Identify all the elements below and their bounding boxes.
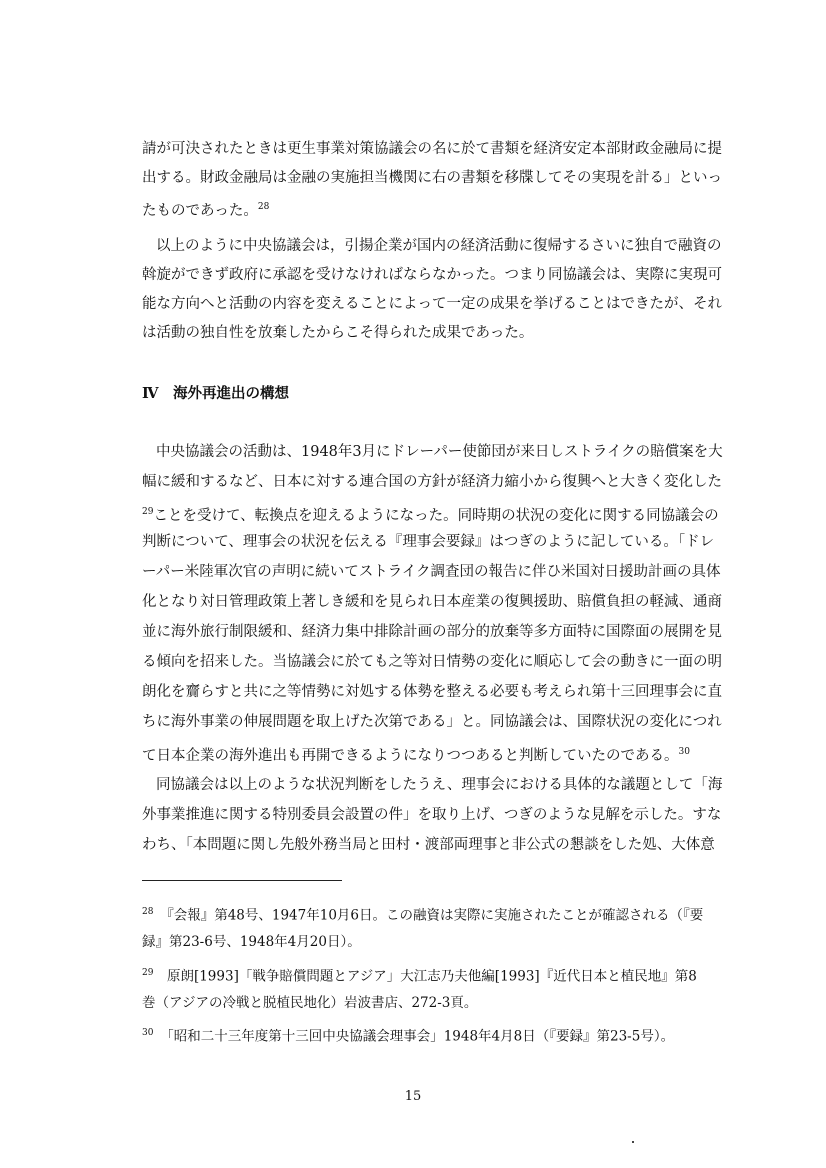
footnote	[142, 902, 732, 926]
footnote-text: 「昭和二十三年度第十三回中央協議会理事会」1948年4月8日（『要録』第23-5号）。	[166, 1028, 675, 1045]
body-line: ちに海外事業の伸展問題を取上げた次第である」と。同協議会は、国際状況の変化につれ	[142, 714, 722, 730]
body-line: 朗化を齎らすと共に之等情勢に対処する体勢を整える必要も考えられ第十三回理事会に直	[142, 684, 722, 700]
body-line: は活動の独自性を放棄したからこそ得られた成果であった。	[142, 325, 534, 341]
body-line: 中央協議会の活動は、1948年3月にドレーパー使節団が来日しストライクの賠償案を大	[156, 444, 723, 460]
body-line: 同協議会は以上のような状況判断をしたうえ、理事会における具体的な議題として「海	[156, 777, 723, 793]
footnote-divider	[142, 880, 342, 881]
footnote	[142, 963, 732, 987]
body-line: 能な方向へと活動の内容を変えることによって一定の成果を挙げることはできたが、それ	[142, 296, 722, 312]
body-line: 判断について、理事会の状況を伝える『理事会要録』はつぎのように記している。「ドレ	[142, 534, 715, 550]
body-line: わち、「本問題に関し先般外務当局と田村・渡部両理事と非公式の懇談をした処、大体意	[142, 837, 715, 853]
footnote-ref: 29	[142, 507, 154, 517]
body-line: る傾向を招来した。当協議会に於ても之等対日情勢の変化に順応して会の動きに一面の明	[142, 654, 722, 670]
body-line	[142, 197, 732, 221]
body-line: 出する。財政金融局は金融の実施担当機関に右の書類を移牒してその実現を計る」といっ	[142, 170, 722, 186]
footnote	[142, 1023, 732, 1047]
body-text: て日本企業の海外進出も再開できるようになりつつあると判断していたのである。	[142, 747, 679, 764]
body-line: 以上のように中央協議会は，引揚企業が国内の経済活動に復帰するさいに独自で融資の	[156, 238, 722, 254]
body-line: 外事業推進に関する特別委員会設置の件」を取り上げ、つぎのような見解を示した。すな	[142, 807, 722, 823]
body-line: 斡旋ができず政府に承認を受けなければならなかった。つまり同協議会は、実際に実現可	[142, 267, 722, 283]
body-line: 請が可決されたときは更生事業対策協議会の名に於て書類を経済安定本部財政金融局に提	[142, 141, 722, 157]
body-line: 並に海外旅行制限緩和、経済力集中排除計画の部分的放棄等多方面特に国際面の展開を見	[142, 624, 722, 640]
footnote-text: 原朗[1993]「戦争賠償問題とアジア」大江志乃夫他編[1993]『近代日本と植民地』第8	[166, 968, 697, 985]
footnote-text: 『会報』第48号、1947年10月6日。この融資は実際に実施されたことが確認される（『要	[166, 907, 704, 924]
body-line	[142, 742, 732, 766]
body-line: 化となり対日管理政策上著しき緩和を見られ日本産業の復興援助、賠償負担の軽減、通商	[142, 594, 722, 610]
footnote-ref: 28	[257, 202, 270, 212]
body-text: たものであった。	[142, 202, 258, 219]
footnote-number: 28	[142, 907, 154, 917]
footnote-number: 30	[142, 1028, 154, 1038]
body-line: 幅に緩和するなど、日本に対する連合国の方針が経済力縮小から復興へと大きく変化した	[142, 474, 722, 490]
section-heading: Ⅳ 海外再進出の構想	[142, 385, 289, 402]
body-line: ーパー米陸軍次官の声明に続いてストライク調査団の報告に伴ひ米国対日援助計画の具体	[142, 564, 721, 580]
footnote-continuation: 巻（アジアの冷戦と脱植民地化）岩波書店、272-3頁。	[142, 995, 478, 1011]
footnote-ref: 30	[678, 747, 690, 757]
page-number: 15	[404, 1089, 422, 1104]
footnote-number: 29	[142, 968, 154, 978]
scan-speck	[632, 1141, 634, 1143]
body-text: ことを受けて、転換点を迎えるようになった。同時期の状況の変化に関する同協議会の	[153, 507, 719, 524]
body-line	[142, 502, 732, 526]
footnote-continuation: 録』第23-6号、1948年4月20日）。	[142, 934, 361, 950]
